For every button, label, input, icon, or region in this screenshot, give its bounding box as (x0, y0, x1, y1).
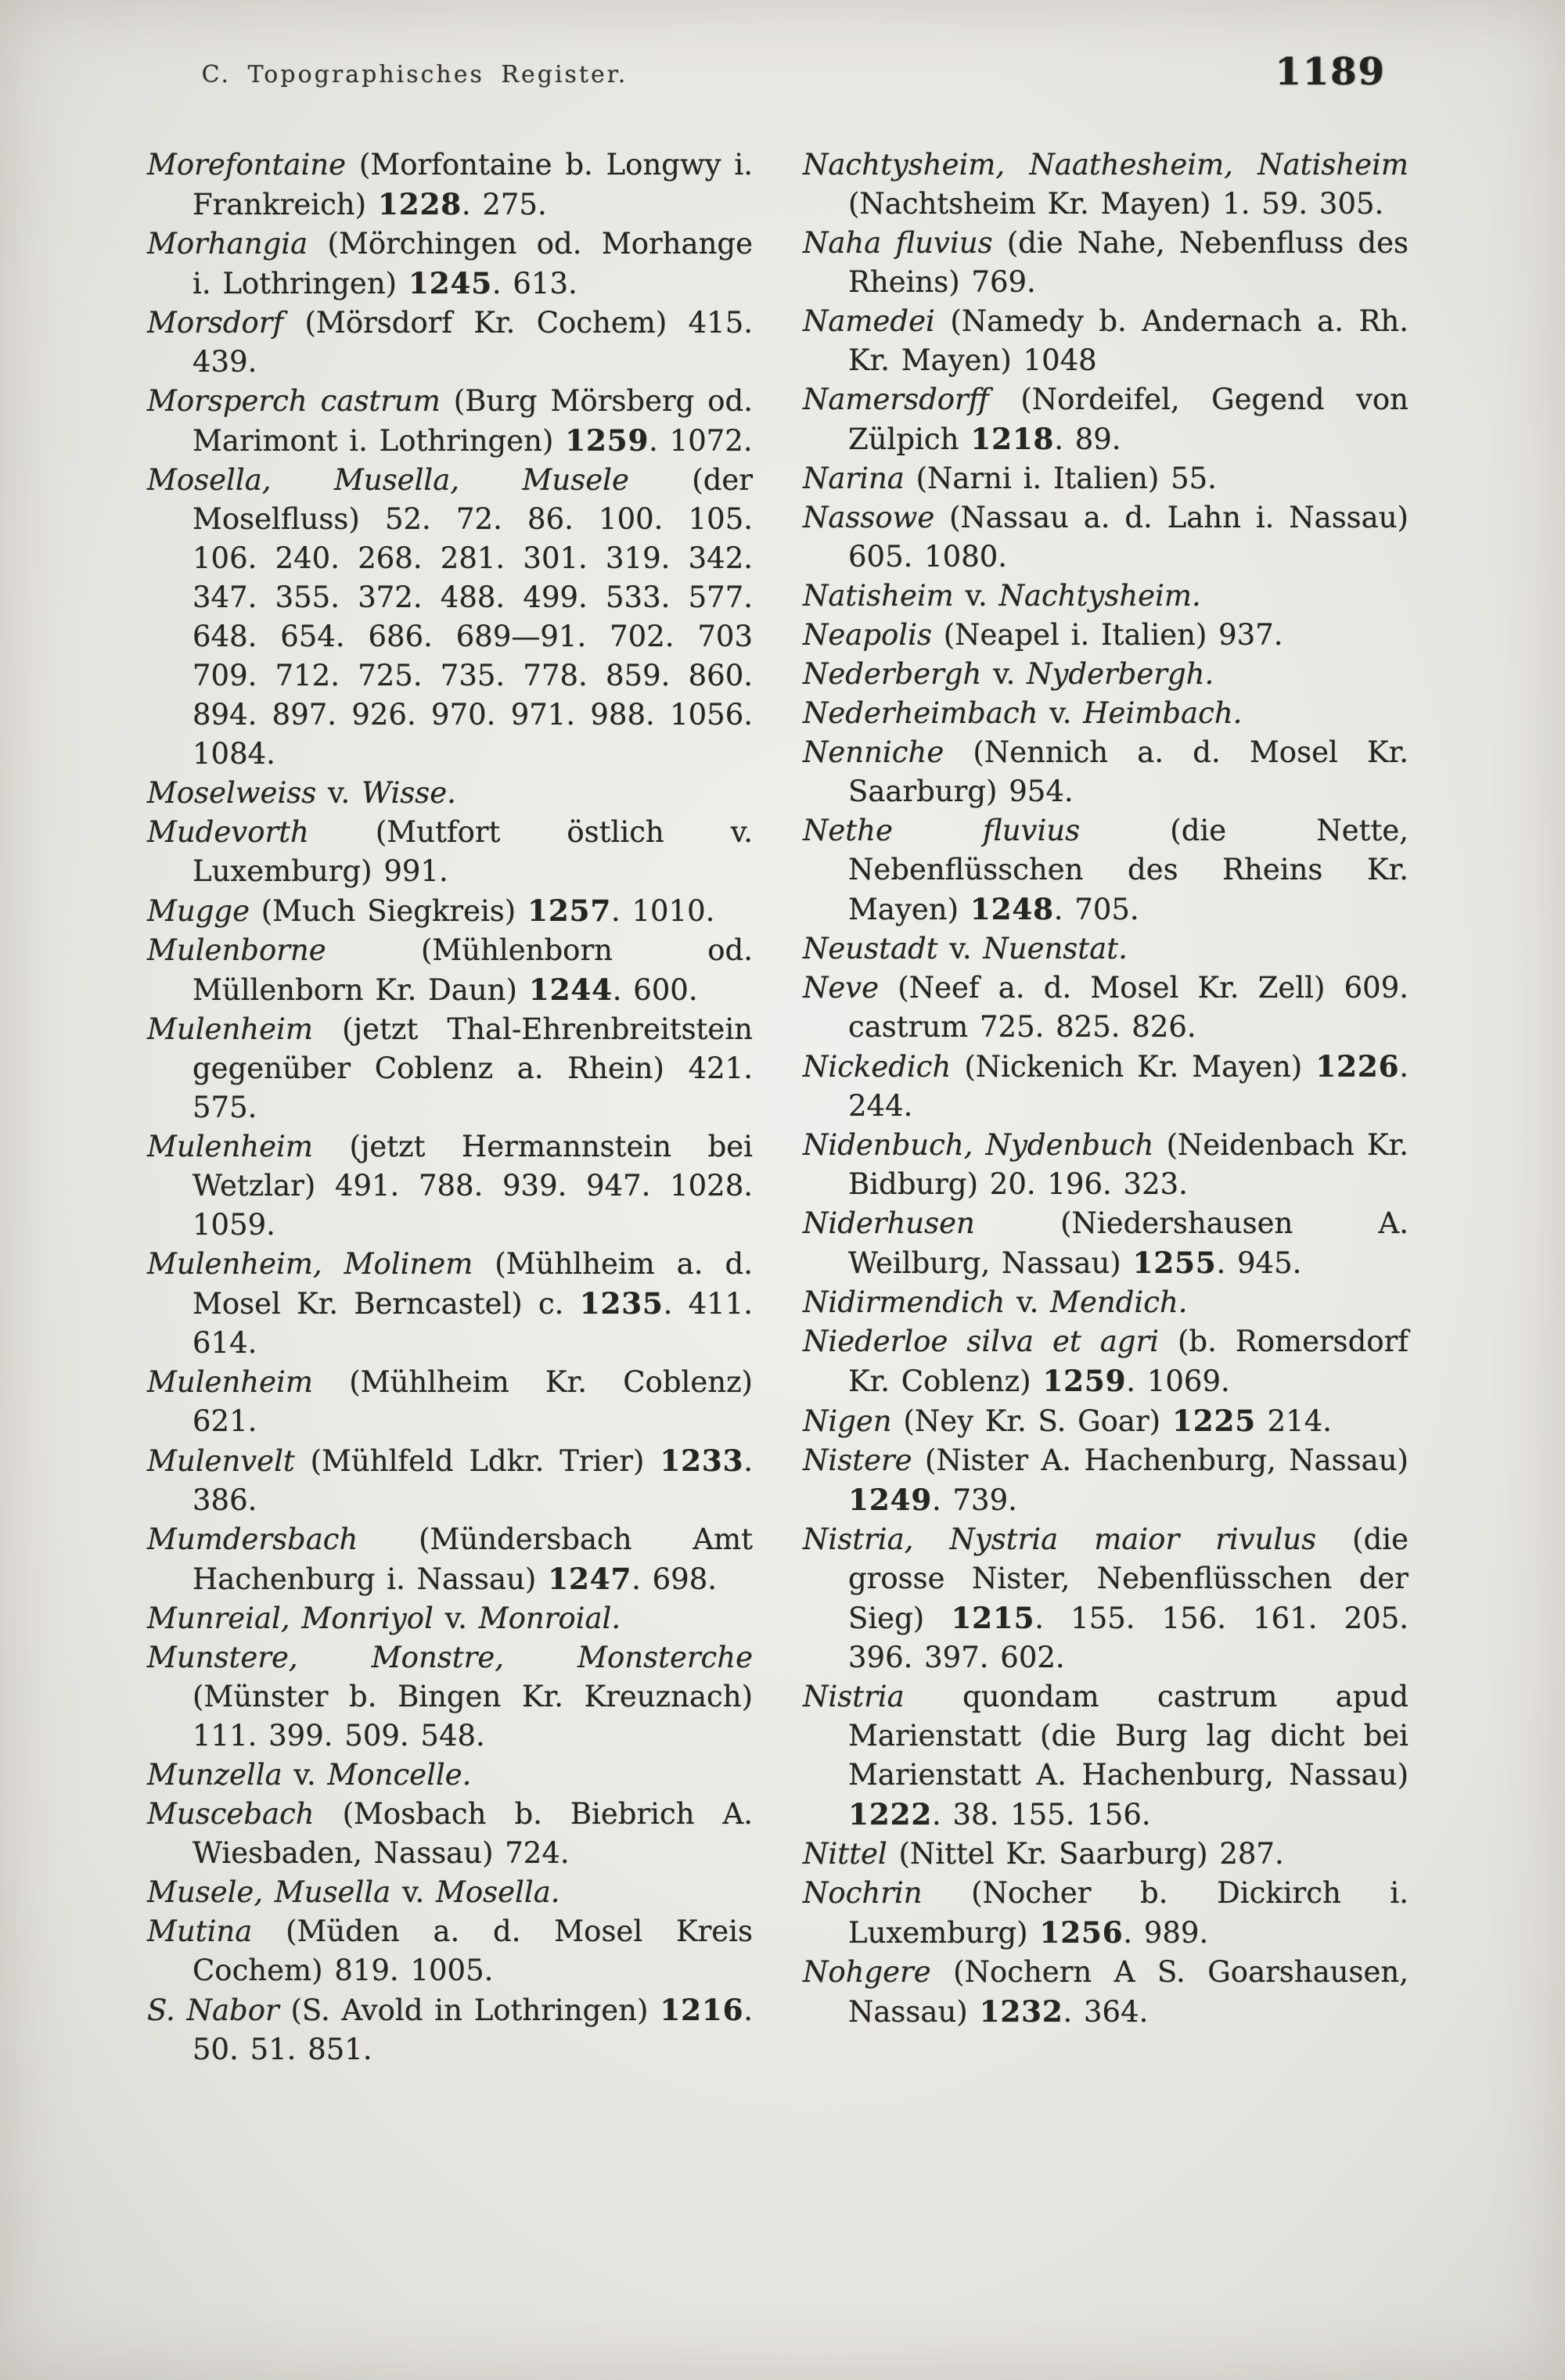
index-entry (147, 931, 753, 1010)
left-column (147, 146, 753, 2069)
entry-text: (Namedy b. Andernach a. Rh. Kr. Mayen) 1048 (848, 304, 1408, 377)
entry-text: (b. Romersdorf Kr. Coblenz) (848, 1325, 1408, 1398)
entry-text: . 155. 156. 161. 205. 396. 397. 602. (848, 1602, 1408, 1674)
entry-text: . 945. (1216, 1246, 1302, 1280)
entry-bold-ref: 1259 (565, 423, 649, 458)
index-entry (147, 146, 753, 225)
entry-headword: Morhangia (147, 227, 308, 261)
index-entry (803, 1126, 1408, 1204)
index-entry (147, 1441, 753, 1520)
entry-text: (Mühlheim a. d. Mosel Kr. Berncastel) c. (192, 1247, 753, 1321)
entry-text: . 89. (1054, 422, 1121, 456)
entry-headword: Moselweiss (147, 776, 317, 810)
entry-headword: Nenniche (803, 735, 944, 769)
entry-text: . 364. (1063, 1995, 1149, 2029)
entry-text: (Nocher b. Dickirch i. Luxemburg) (848, 1876, 1408, 1950)
entry-text: v. (1038, 696, 1084, 730)
entry-headword: Mulenborne (147, 933, 326, 967)
entry-headword: Mulenheim (147, 1130, 313, 1163)
index-entry (803, 655, 1408, 694)
index-entry (803, 1441, 1408, 1520)
index-entry (147, 1873, 753, 1912)
entry-text: v. (282, 1758, 328, 1792)
entry-headword: Mulenheim (147, 1012, 313, 1046)
entry-bold-ref: 1256 (1039, 1915, 1124, 1950)
entry-text: . 50. 51. 851. (192, 1994, 753, 2066)
entry-headword: Namedei (803, 304, 935, 338)
entry-text: (Narni i. Italien) 55. (904, 462, 1217, 495)
index-entry (147, 1127, 753, 1245)
entry-text: (Nennich a. d. Mosel Kr. Saarburg) 954. (848, 735, 1408, 808)
entry-headword: Neapolis (803, 618, 932, 652)
entry-bold-ref: 1245 (408, 266, 492, 300)
entry-text: (jetzt Hermannstein bei Wetzlar) 491. 788. 939. 947. 1028. 1059. (192, 1130, 753, 1242)
entry-bold-ref: 1255 (1132, 1246, 1217, 1280)
entry-bold-ref: 1248 (970, 892, 1054, 926)
entry-text: (die Nette, Nebenflüsschen des Rheins Kr. Mayen) (848, 814, 1408, 926)
entry-headword: Mulenheim, Molinem (147, 1247, 473, 1281)
entry-text: (der Moselfluss) 52. 72. 86. 100. 105. 106. 240. 268. 281. 301. 319. 342. 347. 355. 372. 488. 499. 533. 577. 648. 654. 686. 689—91. 702. 703 709. 712. 725. 735. 778. 859. 860. 894. 897. 926. 970. 971. 988. 1056. 1084. (192, 463, 753, 771)
entry-text: (Nassau a. d. Lahn i. Nassau) 605. 1080. (848, 501, 1408, 573)
entry-headword: Neustadt (803, 932, 938, 965)
entry-text: (Mutfort östlich v. Luxemburg) 991. (192, 815, 753, 888)
entry-text: (die grosse Nister, Nebenflüsschen der Sieg) (848, 1523, 1408, 1635)
index-entry (803, 146, 1408, 224)
entry-headword: Neve (803, 971, 880, 1005)
index-entry (803, 969, 1408, 1047)
entry-text: 214. (1255, 1404, 1333, 1438)
entry-headword: Namersdorff (803, 383, 989, 416)
entry-headword: Morsdorf (147, 306, 284, 340)
entry-headword: Nederbergh (803, 657, 982, 691)
entry-text: . 1010. (610, 894, 715, 928)
entry-text: v. (937, 932, 984, 965)
entry-text: (Nister A. Hachenburg, Nassau) (912, 1443, 1408, 1477)
entry-text: (Ney Kr. S. Goar) (891, 1404, 1172, 1438)
entry-text: v. (981, 657, 1027, 691)
entry-text: . 411. 614. (192, 1287, 753, 1360)
entry-headword: Muscebach (147, 1797, 315, 1831)
entry-headword: Moncelle. (327, 1758, 472, 1792)
entry-headword: Mendich. (1050, 1285, 1188, 1319)
index-entry (803, 811, 1408, 929)
entry-headword: Nistria (803, 1680, 905, 1713)
entry-text: (Mündersbach Amt Hachenburg i. Nassau) (192, 1523, 753, 1596)
index-entry (803, 459, 1408, 498)
entry-headword: Nyderbergh. (1027, 657, 1214, 691)
entry-headword: Heimbach. (1083, 696, 1243, 730)
entry-headword: Narina (803, 462, 905, 495)
entry-headword: Morefontaine (147, 148, 347, 182)
index-entry (147, 891, 753, 931)
entry-headword: Munreial, Monriyol (147, 1602, 434, 1635)
entry-bold-ref: 1215 (951, 1601, 1035, 1635)
entry-bold-ref: 1247 (548, 1562, 632, 1596)
entry-text: . 1069. (1126, 1364, 1230, 1398)
entry-bold-ref: 1235 (579, 1286, 664, 1321)
index-entry (803, 733, 1408, 811)
entry-text: . 275. (461, 188, 547, 221)
index-entry (147, 1990, 753, 2069)
index-entry (147, 461, 753, 774)
entry-text: . 705. (1053, 893, 1139, 926)
index-entry (803, 498, 1408, 577)
index-entry (803, 616, 1408, 655)
entry-headword: Nigen (803, 1404, 892, 1438)
entry-headword: Mugge (147, 894, 250, 928)
entry-bold-ref: 1232 (979, 1994, 1063, 2029)
index-entry (147, 304, 753, 382)
entry-headword: Natisheim (803, 579, 954, 613)
entry-headword: Mudevorth (147, 815, 309, 849)
index-entry (147, 1638, 753, 1756)
entry-headword: Nistria, Nystria maior rivulus (803, 1523, 1317, 1556)
entry-headword: Mutina (147, 1914, 253, 1948)
index-entry (803, 1677, 1408, 1835)
entry-text: (Mörsdorf Kr. Cochem) 415. 439. (192, 306, 753, 379)
entry-text: (Burg Mörsberg od. Marimont i. Lothringen) (192, 384, 753, 458)
entry-text: . 698. (631, 1562, 717, 1596)
entry-text: (Mühlenborn od. Müllenborn Kr. Daun) (192, 933, 753, 1007)
entry-text: (Nickenich Kr. Mayen) (951, 1050, 1316, 1084)
entry-headword: Mosella. (435, 1875, 560, 1909)
index-entry (147, 813, 753, 891)
entry-text: . 613. (491, 267, 577, 300)
index-entry (803, 1322, 1408, 1401)
entry-bold-ref: 1218 (970, 422, 1055, 456)
entry-headword: Naha fluvius (803, 226, 993, 260)
index-entry (803, 1047, 1408, 1126)
entry-bold-ref: 1226 (1315, 1049, 1400, 1084)
right-column (803, 146, 1408, 2069)
entry-text: . 244. (848, 1050, 1408, 1123)
entry-text: . 38. 155. 156. (931, 1798, 1151, 1832)
index-entry (147, 1756, 753, 1795)
entry-text: (jetzt Thal-Ehrenbreitstein gegenüber Coblenz a. Rhein) 421. 575. (192, 1012, 753, 1124)
entry-text: v. (433, 1602, 479, 1635)
entry-headword: Nachtysheim. (998, 579, 1201, 613)
entry-text: (Morfontaine b. Longwy i. Frankreich) (192, 148, 753, 221)
entry-text: (S. Avold in Lothringen) (279, 1994, 660, 2027)
entry-headword: Mulenvelt (147, 1444, 295, 1478)
entry-headword: S. Nabor (147, 1994, 279, 2027)
entry-text: . 739. (931, 1483, 1017, 1517)
index-entry (803, 1204, 1408, 1283)
index-entry (803, 302, 1408, 380)
entry-headword: Munzella (147, 1758, 282, 1792)
entry-headword: Nuenstat. (983, 932, 1128, 965)
entry-text: . 1072. (649, 424, 753, 458)
entry-bold-ref: 1233 (660, 1443, 744, 1478)
entry-text: (Neapel i. Italien) 937. (931, 618, 1283, 652)
running-header: C. Topographisches Register. (201, 61, 628, 88)
entry-text: quondam castrum apud Marienstatt (die Burg lag dicht bei Marienstatt A. Hachenburg, Nassau) (848, 1680, 1408, 1792)
entry-text: (Nordeifel, Gegend von Zülpich (848, 383, 1408, 456)
entry-headword: Nohgere (803, 1955, 931, 1989)
entry-text: . 386. (192, 1444, 753, 1517)
index-entry (803, 929, 1408, 969)
index-entry (803, 1283, 1408, 1322)
entry-bold-ref: 1249 (848, 1483, 932, 1517)
entry-headword: Niderhusen (803, 1206, 975, 1240)
entry-bold-ref: 1222 (848, 1797, 932, 1832)
index-entry (803, 1401, 1408, 1441)
entry-text: (Mörchingen od. Morhange i. Lothringen) (192, 227, 753, 300)
entry-headword: Nickedich (803, 1050, 952, 1084)
entry-text: (Neidenbach Kr. Bidburg) 20. 196. 323. (848, 1128, 1409, 1201)
entry-text: . 600. (612, 973, 698, 1007)
entry-headword: Mulenheim (147, 1365, 313, 1399)
entry-bold-ref: 1244 (528, 972, 613, 1007)
index-entry (147, 382, 753, 461)
entry-headword: Mosella, Musella, Musele (147, 463, 629, 497)
index-entry (803, 577, 1408, 616)
entry-text: (Mühlheim Kr. Coblenz) 621. (192, 1365, 753, 1438)
index-entry (803, 224, 1408, 302)
entry-text: (Münster b. Bingen Kr. Kreuznach) 111. 399. 509. 548. (192, 1680, 753, 1753)
index-entry (803, 1520, 1408, 1677)
entry-headword: Nidirmendich (803, 1285, 1006, 1319)
entry-headword: Monroial. (478, 1602, 621, 1635)
entry-bold-ref: 1216 (660, 1993, 744, 2027)
entry-text: (Nochern A S. Goarshausen, Nassau) (848, 1955, 1408, 2029)
entry-text: (Nittel Kr. Saarburg) 287. (887, 1837, 1284, 1871)
text-columns (147, 146, 1408, 2069)
entry-text: (Niedershausen A. Weilburg, Nassau) (848, 1206, 1408, 1280)
entry-bold-ref: 1259 (1042, 1364, 1127, 1398)
entry-headword: Nittel (803, 1837, 887, 1871)
index-entry (803, 1874, 1408, 1953)
index-entry (147, 225, 753, 304)
entry-headword: Munstere, Monstre, Monsterche (147, 1641, 753, 1674)
index-entry (803, 380, 1408, 459)
entry-bold-ref: 1257 (527, 893, 611, 928)
entry-text: v. (390, 1875, 436, 1909)
entry-headword: Mumdersbach (147, 1523, 358, 1556)
index-entry (147, 1912, 753, 1990)
index-entry (147, 774, 753, 813)
page-number: 1189 (1275, 50, 1386, 94)
entry-text: . 989. (1123, 1916, 1209, 1950)
entry-headword: Musele, Musella (147, 1875, 391, 1909)
index-entry (147, 1245, 753, 1363)
index-entry (147, 1520, 753, 1599)
entry-text: (Müden a. d. Mosel Kreis Cochem) 819. 1005. (192, 1914, 753, 1987)
index-entry (147, 1363, 753, 1441)
entry-text: (Mosbach b. Biebrich A. Wiesbaden, Nassau) 724. (192, 1797, 753, 1870)
entry-text: (Nachtsheim Kr. Mayen) 1. 59. 305. (848, 187, 1384, 221)
index-entry (803, 1953, 1408, 2032)
entry-headword: Nassowe (803, 501, 935, 534)
entry-text: v. (1005, 1285, 1051, 1319)
entry-text: v. (953, 579, 999, 613)
entry-headword: Niederloe silva et agri (803, 1325, 1159, 1358)
entry-headword: Nochrin (803, 1876, 923, 1910)
entry-headword: Nachtysheim, Naathesheim, Natisheim (803, 148, 1408, 182)
index-entry (803, 694, 1408, 733)
index-entry (803, 1835, 1408, 1874)
entry-text: (die Nahe, Nebenfluss des Rheins) 769. (848, 226, 1408, 299)
entry-headword: Wisse. (362, 776, 456, 810)
index-entry (147, 1795, 753, 1873)
entry-headword: Nethe fluvius (803, 814, 1081, 847)
entry-text: (Much Siegkreis) (249, 894, 527, 928)
entry-headword: Nederheimbach (803, 696, 1038, 730)
entry-text: v. (316, 776, 362, 810)
entry-headword: Morsperch castrum (147, 384, 441, 418)
entry-headword: Nistere (803, 1443, 912, 1477)
index-entry (147, 1599, 753, 1638)
index-entry (147, 1010, 753, 1127)
entry-bold-ref: 1228 (377, 187, 462, 221)
entry-text: (Mühlfeld Ldkr. Trier) (294, 1444, 660, 1478)
entry-text: (Neef a. d. Mosel Kr. Zell) 609. castrum 725. 825. 826. (848, 971, 1408, 1044)
entry-bold-ref: 1225 (1171, 1404, 1256, 1438)
entry-headword: Nidenbuch, Nydenbuch (803, 1128, 1154, 1162)
